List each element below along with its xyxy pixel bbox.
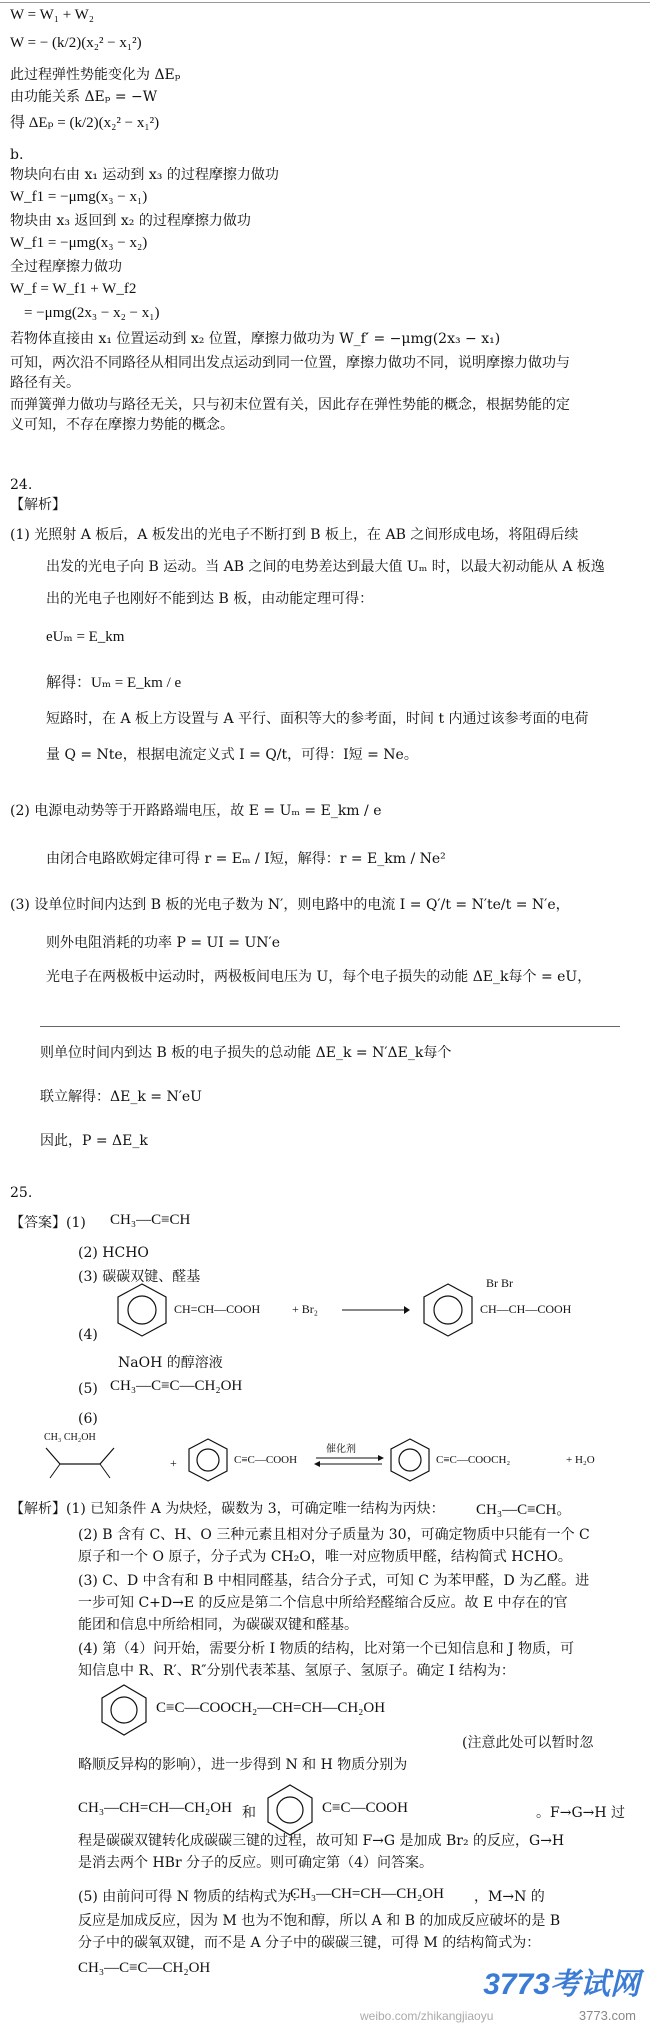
text-line: 知信息中 R、R′、R″分别代表苯基、氢原子、氢原子。确定 I 结构为： — [78, 1663, 515, 1679]
text-line: 若物体直接由 x₁ 位置运动到 x₂ 位置，摩擦力做功为 W_f′ = −μmg(2x₃ − x₁) — [10, 331, 501, 347]
formula-compound-i: C≡C—COOCH₂—CH=CH—CH₂OH — [156, 1700, 386, 1716]
benzene-ring-icon — [418, 1280, 478, 1340]
formula-propyne: CH₃—C≡CH。 — [476, 1502, 572, 1518]
text-line: ，M→N 的 — [474, 1889, 545, 1905]
text-line: 和 — [242, 1805, 256, 1821]
answer-label: 【答案】(1) — [10, 1215, 86, 1231]
reagent-bromine: + Br₂ — [292, 1302, 318, 1316]
eq-line-1: W = W₁ + W₂ — [10, 7, 95, 23]
plus-sign: + — [170, 1456, 177, 1470]
text-line: 程是碳碳双键转化成碳碳三键的过程，故可知 F→G 是加成 Br₂ 的反应，G→H — [78, 1833, 565, 1849]
section-divider — [40, 1026, 620, 1027]
benzene-ring-icon — [112, 1280, 172, 1340]
weibo-watermark: weibo.com/zhikangjiaoyu — [360, 2009, 494, 2023]
eq-line-2: W = − (k/2)(x₂² − x₁²) — [10, 35, 142, 51]
text-line: 一步可知 C+D→E 的反应是第二个信息中所给羟醛缩合反应。故 E 中存在的官 — [78, 1595, 568, 1611]
text-line: 路径有关。 — [10, 375, 80, 391]
text-line: (2) HCHO — [78, 1245, 149, 1261]
text-line: (注意此处可以暂时忽 — [462, 1735, 594, 1751]
text-line: 反应是加成反应，因为 M 也为不饱和醇，所以 A 和 B 的加成反应破坏的是 B — [78, 1913, 561, 1929]
text-line: 分子中的碳氧双键，而不是 A 分子中的碳碳三键，可得 M 的结构简式为： — [78, 1935, 541, 1951]
text-line: 由功能关系 ΔEₚ = −W — [10, 89, 158, 105]
formula-phenylpropiolic-acid: C≡C—COOH — [234, 1454, 298, 1466]
text-line: (3) C、D 中含有和 B 中相同醛基，结合分子式，可知 C 为苯甲醛，D 为乙醛。进 — [78, 1573, 590, 1589]
text-line: 量 Q = Nte，根据电流定义式 I = Q/t，可得：I短 = Ne。 — [46, 747, 418, 763]
text-line: 出发的光电子向 B 运动。当 AB 之间的电势差达到最大值 Uₘ 时，以最大初动能从 A 板逸 — [46, 559, 605, 575]
text-line: 则单位时间内到达 B 板的电子损失的总动能 ΔE_k = N′ΔE_k每个 — [40, 1045, 452, 1061]
label-bromine-atoms: Br Br — [486, 1276, 513, 1290]
text-line: 。F→G→H 过 — [536, 1805, 626, 1821]
eq-line: 得 ΔEₚ = (k/2)(x₂² − x₁²) — [10, 115, 160, 131]
label-catalyst: 催化剂 — [326, 1444, 356, 1455]
text-line: 由闭合电路欧姆定律可得 r = Eₘ / I短，解得：r = E_km / Ne² — [46, 851, 446, 867]
text-line: 全过程摩擦力做功 — [10, 259, 122, 275]
text-line: 可知，两次沿不同路径从相同出发点运动到同一位置，摩擦力做功不同，说明摩擦力做功与 — [10, 355, 570, 371]
text-line: (4) 第（4）问开始，需要分析 I 物质的结构，比对第一个已知信息和 J 物质，可 — [78, 1641, 575, 1657]
benzene-ring-icon — [96, 1682, 152, 1738]
text-line: (3) 设单位时间内达到 B 板的光电子数为 N′，则电路中的电流 I = Q′/t = N′te/t = N′e， — [10, 897, 570, 913]
formula-alkenol: CH₃ CH₂OH — [44, 1432, 96, 1443]
benzene-ring-icon — [386, 1436, 434, 1484]
eq-line: = −μmg(2x₃ − x₂ − x₁) — [24, 305, 160, 321]
benzene-ring-icon — [184, 1436, 232, 1484]
text-line: 短路时，在 A 板上方设置与 A 平行、面积等大的参考面，时间 t 内通过该参考面的电荷 — [46, 711, 589, 727]
eq-line: eUₘ = E_km — [46, 629, 125, 645]
formula-cinnamic-acid: CH=CH—COOH — [174, 1302, 261, 1316]
text-line: 能团和信息中所给相同，为碳碳双键和醛基。 — [78, 1617, 358, 1633]
reaction-arrow-icon — [340, 1304, 410, 1316]
formula-ester-product: C≡C—COOCH₂ — [436, 1454, 511, 1466]
reversible-arrow-icon — [314, 1454, 384, 1468]
formula-compound-h: C≡C—COOH — [322, 1800, 408, 1816]
text-line: 因此，P = ΔE_k — [40, 1133, 148, 1149]
text-line: 光电子在两极板中运动时，两极板间电压为 U，每个电子损失的动能 ΔE_k每个 = eU， — [46, 969, 592, 985]
benzene-ring-icon — [262, 1782, 318, 1838]
item-number: (6) — [78, 1411, 98, 1427]
text-line: NaOH 的醇溶液 — [118, 1355, 223, 1371]
text-line: (2) B 含有 C、H、O 三种元素且相对分子质量为 30，可确定物质中只能有一个 C — [78, 1527, 590, 1543]
alkene-skeleton-icon — [40, 1446, 130, 1482]
text-line: 物块由 x₃ 返回到 x₂ 的过程摩擦力做功 — [10, 213, 251, 229]
text-line: 略顺反异构的影响），进一步得到 N 和 H 物质分别为 — [78, 1757, 408, 1773]
text-line: (5) 由前问可得 N 物质的结构式为： — [78, 1889, 306, 1905]
brand-watermark: 3773考试网 — [483, 1968, 640, 2001]
eq-line: W_f1 = −μmg(x₃ − x₁) — [10, 189, 148, 205]
text-line: (3) 碳碳双键、醛基 — [78, 1269, 201, 1285]
text-line: 此过程弹性势能变化为 ΔEₚ — [10, 67, 181, 83]
text-line: (2) 电源电动势等于开路路端电压，故 E = Uₘ = E_km / e — [10, 803, 382, 819]
eq-line: W_f1 = −μmg(x₃ − x₂) — [10, 235, 148, 251]
formula-dibromo-acid: CH—CH—COOH — [480, 1302, 572, 1316]
question-number: 24. — [10, 477, 33, 493]
text-line: b. — [10, 147, 24, 163]
text-line: (1) 光照射 A 板后，A 板发出的光电子不断打到 B 板上，在 AB 之间形成电场，将阻碍后续 — [10, 527, 579, 543]
byproduct-water: + H₂O — [566, 1454, 595, 1466]
text-line: 是消去两个 HBr 分子的反应。则可确定第（4）问答案。 — [78, 1855, 433, 1871]
formula-propyne: CH₃—C≡CH — [110, 1212, 191, 1228]
formula-butynol: CH₃—C≡C—CH₂OH — [110, 1378, 243, 1394]
site-watermark: 3773.com — [578, 2008, 636, 2023]
analysis-label: 【解析】 — [10, 497, 66, 513]
question-number: 25. — [10, 1185, 33, 1201]
item-number: (5) — [78, 1381, 98, 1397]
text-line: 则外电阻消耗的功率 P = UI = UN′e — [46, 935, 280, 951]
top-divider — [0, 2, 650, 3]
text-line: 物块向右由 x₁ 运动到 x₃ 的过程摩擦力做功 — [10, 167, 279, 183]
eq-line: W_f = W_f1 + W_f2 — [10, 281, 137, 297]
text-line: 而弹簧弹力做功与路径无关，只与初末位置有关，因此存在弹性势能的概念，根据势能的定 — [10, 397, 570, 413]
eq-line: 解得：Uₘ = E_km / e — [46, 675, 182, 691]
text-line: 义可知，不存在摩擦力势能的概念。 — [10, 417, 234, 433]
text-line: 原子和一个 O 原子，分子式为 CH₂O，唯一对应物质甲醛，结构简式 HCHO。 — [78, 1549, 572, 1565]
formula-compound-m: CH₃—C≡C—CH₂OH — [78, 1960, 211, 1976]
item-number: (4) — [78, 1327, 98, 1343]
formula-compound-n: CH₃—CH=CH—CH₂OH — [290, 1886, 444, 1902]
text-line: 联立解得：ΔE_k = N′eU — [40, 1089, 202, 1105]
text-line: 出的光电子也刚好不能到达 B 板，由动能定理可得： — [46, 591, 374, 607]
text-line: 【解析】(1) 已知条件 A 为炔烃，碳数为 3，可确定唯一结构为丙炔： — [10, 1501, 445, 1517]
formula-compound-n: CH₃—CH=CH—CH₂OH — [78, 1800, 232, 1816]
